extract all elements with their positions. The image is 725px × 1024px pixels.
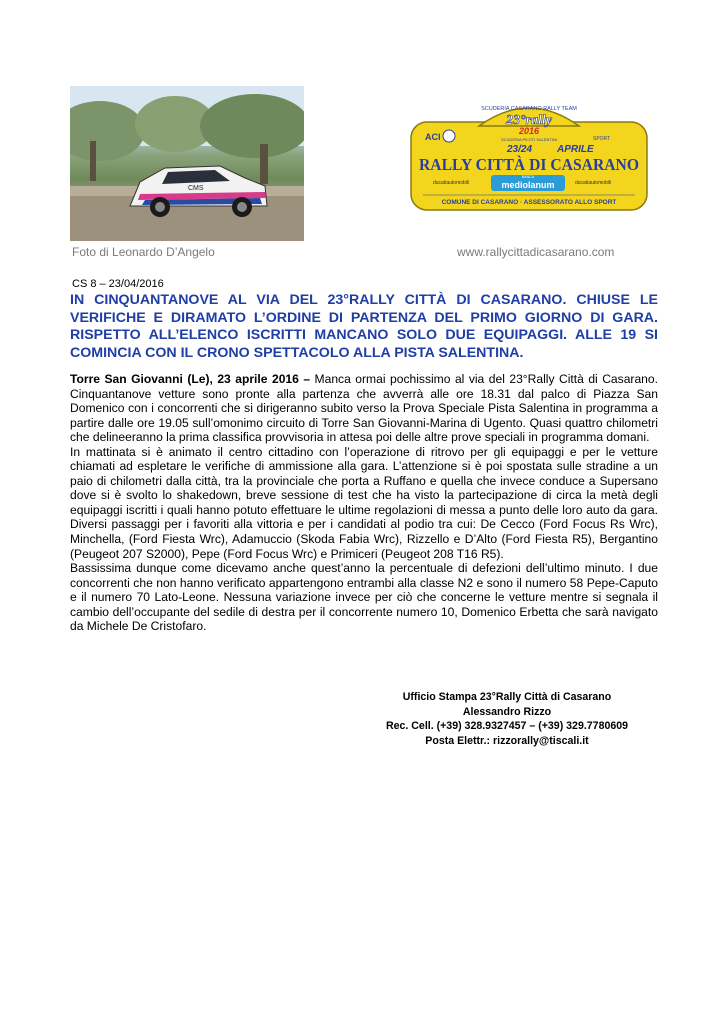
headline: IN CINQUANTANOVE AL VIA DEL 23°RALLY CITTÀ DI CASARANO. CHIUSE LE VERIFICHE E DIRAMATO L’ORDINE DI PARTENZA DEL PRIMO GIORNO DI GARA. RISPETTO ALL’ELENCO ISCRITTI MANCANO SOLO DUE EQUIPAGGI. ALLE 19 SI COMINCIA CON IL CRONO SPETTACOLO ALLA PISTA SALENTINA.	[70, 292, 658, 361]
signature-office: Ufficio Stampa 23°Rally Città di Casarano	[402, 691, 612, 703]
paragraph-3: Bassissima dunque come dicevamo anche quest’anno la percentuale di defezioni dell’ultimo minuto. I due concorrenti che non hanno verificato appartengono entrambi alla classe N2 e sono il numero 58 Pepe-Caputo e il numero 70 Lato-Leone. Nessuna variazione invece per ciò che concerne le vetture mentre si segnala il cambio dell’occupante del sedile di destra per il concorrente numero 10, Domenico Erbetta che sarà navigato da Michele De Cristofaro.	[70, 561, 658, 634]
signature-block	[360, 690, 654, 748]
photo-illustration	[70, 86, 304, 241]
signature-email[interactable]: Posta Elettr.: rizzorally@tiscali.it	[425, 734, 589, 747]
dateline: Torre San Giovanni (Le), 23 aprile 2016 –	[70, 372, 311, 386]
logo-dates: 23/24	[507, 144, 533, 155]
article-body	[70, 372, 658, 634]
logo-sponsor-small: BANCA	[521, 175, 535, 179]
logo-footer: COMUNE DI CASARANO · ASSESSORATO ALLO SPORT	[441, 199, 617, 206]
photo-credit: Foto di Leonardo D’Angelo	[72, 245, 215, 259]
release-number: CS 8 – 23/04/2016	[72, 278, 164, 290]
rally-logo	[409, 96, 649, 212]
paragraph-1-text: Manca ormai pochissimo al via del 23°Rally Città di Casarano. Cinquantanove vetture sono pronte alla partenza che avverrà alle ore 18.31 dal palco di Piazza San Domenico con i concorrenti che si dirigeranno subito verso la Prova Speciale Pista Salentina in programma a partire dalle ore 19.05 sull’omonimo circuito di Torre San Giovanni-Marina di Ugento. Quasi quattro chilometri che delineeranno la prima classifica provvisoria in attesa poi delle altre prove speciali in programma domani.	[70, 372, 658, 445]
logo-year: 2016	[518, 126, 540, 136]
logo-sponsor: mediolanum	[501, 180, 555, 190]
aci-logo: ACI	[425, 132, 441, 142]
rally-car-photo	[70, 86, 304, 241]
logo-month: APRILE	[557, 144, 594, 155]
signature-name: Alessandro Rizzo	[462, 705, 552, 718]
logo-sport: SPORT	[593, 136, 611, 142]
signature-phone: Rec. Cell. (+39) 328.9327457 – (+39) 329.7780609	[385, 720, 629, 732]
website-link[interactable]: www.rallycittadicasarano.com	[457, 245, 615, 259]
logo-bottom-arc: SCUDERIA PILOTI SALENTINI	[500, 137, 558, 142]
paragraph-2: In mattinata si è animato il centro cittadino con l’operazione di ritrovo per gli equipaggi e per le vetture chiamati ad espletare le verifiche di ammissione alla gara. L’attenzione si è poi spostata sulle stradine a un paio di chilometri dalla città, tra la provinciale che porta a Ruffano e quella che invece conduce a Supersano dove si è svolto lo shakedown, breve sessione di test che ha visto la partecipazione di circa la metà degli equipaggi iscritti i quali hanno potuto effettuare le ultime regolazioni di messa a punto delle loro auto da gara. Diversi passaggi per i favoriti alla vittoria e per i candidati al podio tra cui: De Cecco (Ford Focus Rs Wrc), Minchella, (Ford Fiesta Wrc), Adamuccio (Skoda Fabia Wrc), Rizzello e D’Alto (Ford Fiesta R5), Bergantino (Peugeot 207 S2000), Pepe (Ford Focus Wrc) e Primiceri (Peugeot 208 T16 R5).	[70, 444, 658, 561]
logo-side-right: ducatiautomobili	[575, 180, 612, 186]
crest-icon	[443, 130, 455, 142]
logo-title: RALLY CITTÀ DI CASARANO	[419, 155, 639, 174]
paragraph-1	[70, 372, 658, 445]
car-text: CMS	[188, 185, 204, 192]
logo-top-arc: SCUDERIA CASARANO RALLY TEAM	[481, 106, 577, 112]
logo-rally-number: 23°rally	[505, 113, 553, 128]
logo-side-left: ducatiautomobili	[433, 180, 470, 186]
